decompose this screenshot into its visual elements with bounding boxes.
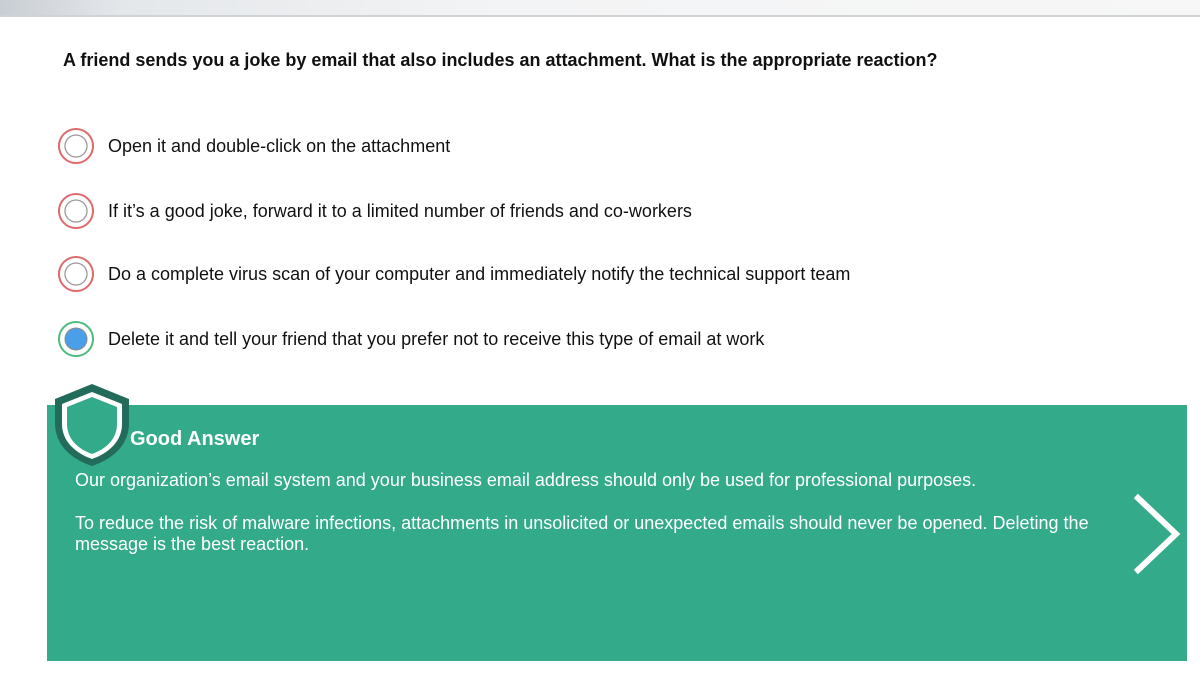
- chevron-right-icon[interactable]: [1130, 492, 1184, 576]
- top-banner-strip: [0, 0, 1200, 16]
- answer-option-2[interactable]: [57, 192, 692, 230]
- answer-option-label: Delete it and tell your friend that you prefer not to receive this type of email at work: [108, 328, 765, 349]
- answer-option-label: If it’s a good joke, forward it to a limited number of friends and co-workers: [108, 200, 692, 221]
- feedback-paragraph: Our organization’s email system and your business email address should only be used for professional purposes.: [75, 470, 977, 490]
- radio-button-icon[interactable]: [57, 255, 95, 293]
- answer-option-4[interactable]: [57, 320, 764, 358]
- top-divider: [0, 15, 1200, 17]
- answer-option-3[interactable]: [57, 255, 850, 293]
- radio-button-icon[interactable]: [57, 192, 95, 230]
- question-text: A friend sends you a joke by email that also includes an attachment. What is the appropriate reaction?: [63, 50, 938, 70]
- feedback-paragraph: To reduce the risk of malware infections, attachments in unsolicited or unexpected emails should never be opened. Deleting the message is the best reaction.: [75, 513, 1089, 554]
- feedback-title: Good Answer: [130, 428, 260, 450]
- radio-button-icon[interactable]: [57, 127, 95, 165]
- answer-option-label: Open it and double-click on the attachment: [108, 135, 451, 156]
- shield-icon: [53, 383, 131, 467]
- radio-button-selected-icon[interactable]: [57, 320, 95, 358]
- answer-option-label: Do a complete virus scan of your computer and immediately notify the technical support team: [108, 263, 851, 284]
- answer-option-1[interactable]: [57, 127, 450, 165]
